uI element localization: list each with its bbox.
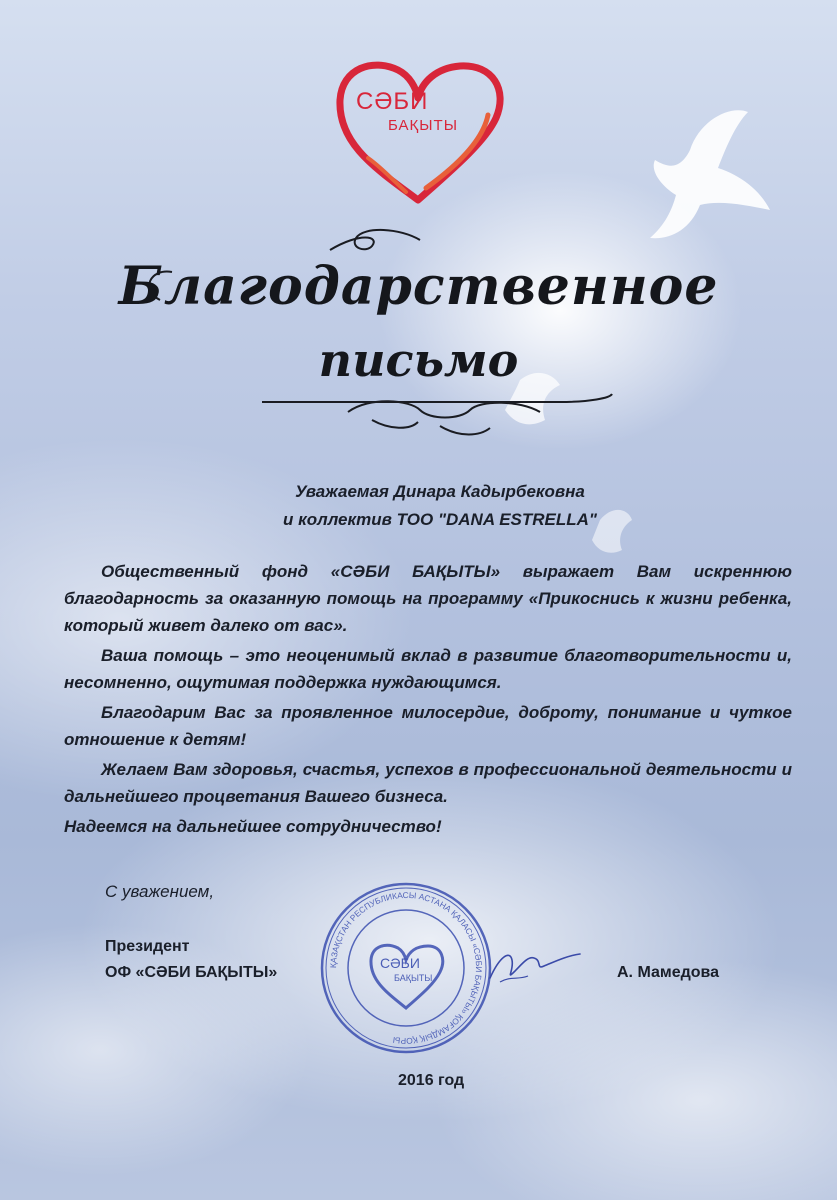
letter-subtitle: письмо bbox=[318, 333, 519, 387]
closing-regards: С уважением, bbox=[105, 882, 215, 901]
paragraph: Желаем Вам здоровья, счастья, успехов в профессиональной деятельности и дальнейшего процветания Вашего бизнеса. bbox=[64, 760, 792, 806]
signer-name: А. Мамедова bbox=[617, 964, 720, 981]
signer-organization: ОФ «СӘБИ БАҚЫТЫ» bbox=[105, 964, 278, 981]
letter-year: 2016 год bbox=[398, 1072, 465, 1089]
stamp-logo-line2: БАҚЫТЫ bbox=[394, 973, 433, 983]
paragraph: Ваша помощь – это неоценимый вклад в развитие благотворительности и, несомненно, ощутимая поддержка нуждающимся. bbox=[64, 646, 792, 692]
addressee-company: и коллектив ТОО "DANA ESTRELLA" bbox=[283, 510, 597, 529]
logo-text-line1: СӘБИ bbox=[356, 88, 429, 115]
stamp-logo-line1: СӘБИ bbox=[380, 955, 420, 971]
letter-title: Благодарственное bbox=[118, 256, 719, 317]
handwritten-signature bbox=[470, 936, 590, 996]
official-stamp bbox=[318, 880, 494, 1056]
signer-position: Президент bbox=[105, 938, 190, 955]
logo-text-line2: БАҚЫТЫ bbox=[388, 117, 458, 134]
paragraph: Надеемся на дальнейшее сотрудничество! bbox=[64, 817, 442, 836]
paragraph: Общественный фонд «СӘБИ БАҚЫТЫ» выражает Вам искреннюю благодарность за оказанную помощь на программу «Прикоснись к жизни ребенка, который живет далеко от вас». bbox=[64, 562, 792, 635]
addressee-name: Уважаемая Динара Кадырбековна bbox=[295, 482, 585, 501]
paragraph: Благодарим Вас за проявленное милосердие, доброту, понимание и чуткое отношение к детям! bbox=[64, 703, 792, 749]
stamp-ring-text: ҚАЗАҚСТАН РЕСПУБЛИКАСЫ АСТАНА ҚАЛАСЫ «СӘБИ БАҚЫТЫ» ҚОҒАМДЫҚ ҚОРЫ bbox=[327, 889, 485, 1047]
letter-body bbox=[64, 558, 792, 843]
title-flourish bbox=[0, 0, 837, 470]
